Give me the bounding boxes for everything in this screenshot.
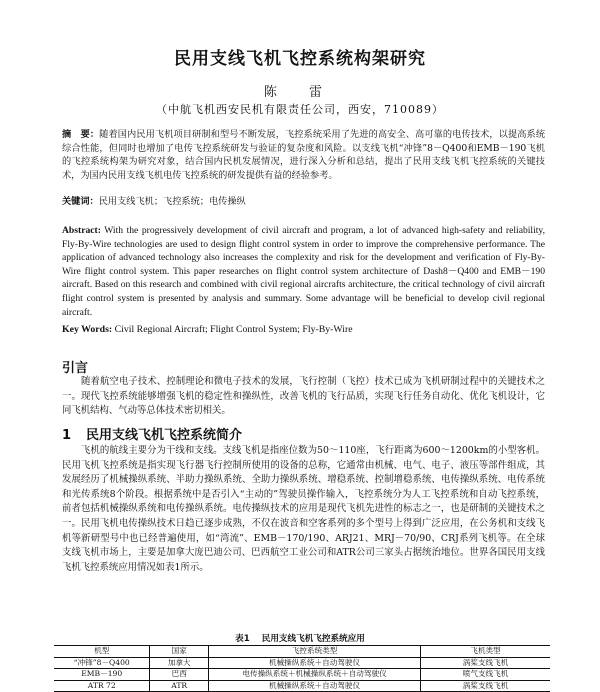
abstract-cn — [62, 128, 545, 182]
table1-caption — [0, 632, 600, 644]
paper-title: 民用支线飞机飞控系统构架研究 — [174, 49, 426, 69]
abstract-en-text: With the progressively development of civil aircraft and program, a lot of advanced high-safety and reliability, Fly-By-Wire technologies are used to design flight control system in order to improve the comprehensive performance. The application of advanced technology also increases the complexity and risk for the development and verification of Fly-By-Wire flight control system. This paper researches on flight control system architecture of Dash8－Q400 and EMB－190 aircraft. Based on this research and combined with civil regional aircrafts architecture, the critical technology of civil aircraft flight control system is presented by analysis and summary. Some advantage will be beneficial to develop civil regional aircraft. — [62, 225, 545, 318]
abstract-cn-label: 摘 要： — [62, 129, 100, 140]
intro-heading: 引言 — [62, 361, 89, 376]
keywords-cn-label: 关键词： — [62, 196, 99, 207]
table1 — [54, 645, 550, 692]
keywords-cn-text: 民用支线飞机；飞控系统；电传操纵 — [98, 196, 246, 207]
table-cell: 涡桨支线飞机 — [421, 657, 550, 669]
section1-number: 1 — [62, 428, 72, 443]
intro-paragraph: 随着航空电子技术、控制理论和微电子技术的发展，飞行控制（飞控）技术已成为飞机研制过程中的关键技术之一。现代飞控系统能够增强飞机的稳定性和操纵性，改善飞机的飞行品质，实现飞行任务自动化、优化飞机设计，它同飞机结构、气动等总体技术密切相关。 — [62, 376, 545, 417]
table-cell: “冲锋”8－Q400 — [73, 657, 130, 667]
keywords-cn — [62, 195, 545, 208]
keywords-en-label: Key Words: — [62, 324, 113, 335]
table1-caption-text: 民用支线飞机飞控系统应用 — [261, 634, 365, 644]
section1-heading — [62, 424, 242, 443]
author-affiliation: （中航飞机西安民机有限责任公司，西安，710089） — [156, 103, 444, 116]
table-cell: 机械操纵系统＋自动驾驶仪 — [209, 657, 421, 669]
author-name: 陈 雷 — [263, 85, 337, 100]
table-header-cell: 飞机类型 — [421, 646, 550, 658]
table-cell: 机械操纵系统＋自动驾驶仪 — [209, 680, 421, 692]
table-row — [54, 680, 550, 692]
table-header-cell: 机型 — [94, 646, 110, 655]
table-cell: 涡桨支线飞机 — [421, 680, 550, 692]
table-row — [54, 657, 550, 669]
table-cell: 巴西 — [150, 669, 209, 681]
keywords-en-text: Civil Regional Aircraft; Flight Control System; Fly-By-Wire — [114, 324, 353, 335]
table-header-cell: 飞控系统类型 — [209, 646, 421, 658]
table1-caption-number: 表1 — [235, 634, 250, 644]
table-header-cell: 国家 — [150, 646, 209, 658]
table-cell: EMB－190 — [81, 669, 123, 679]
abstract-cn-text: 随着国内民用飞机项目研制和型号不断发展，飞控系统采用了先进的高安全、高可靠的电传技术，以提高系统综合性能，但同时也增加了电传飞控系统研发与验证的复杂度和风险。以支线飞机“冲锋”8－Q400和EMB－190飞机的飞控系统构架为研究对象，结合国内民机发展情况，进行深入分析和总结，提出了民用支线飞机飞控系统的关键技术，为国内民用支线飞机电传飞控系统的研发提供有益的经验参考。 — [62, 129, 546, 181]
table-cell: ATR 72 — [87, 680, 116, 690]
section1-title: 民用支线飞机飞控系统简介 — [86, 428, 243, 443]
table-cell: 电传操纵系统＋机械操纵系统＋自动驾驶仪 — [209, 669, 421, 681]
abstract-en — [62, 224, 545, 319]
table-cell: ATR — [150, 680, 209, 692]
table-cell: 加拿大 — [150, 657, 209, 669]
abstract-en-label: Abstract: — [62, 225, 101, 236]
section1-paragraph: 飞机的航线主要分为干线和支线。支线飞机是指座位数为50～110座，飞行距离为600～1200km的小型客机。民用飞机飞控系统是指实现飞行器飞行控制所使用的设备的总称，它通常由机械、电气、电子、液压等部件组成，其发展经历了机械操纵系统、半助力操纵系统、全助力操纵系统、增稳系统、控制增稳系统、电传操纵系统、电传系统和光传系统8个阶段。根据系统中是否引入“主动的”驾驶员操作输入，飞控系统分为人工飞控系统和自动飞控系统，前者包括机械操纵系统和电传操纵系统。电传操纵技术的应用是现代飞机先进性的标志之一，也是研制的关键技术之一。民用飞机电传操纵技术日趋已逐步成熟，不仅在波音和空客系列的多个型号上得到广泛应用，在公务机和支线飞机等新研型号中也已经普遍使用，如“湾流”、EMB－170/190、ARJ21、MRJ－70/90、CRJ系列飞机等。在全球支线飞机市场上，主要是加拿大庞巴迪公司、巴西航空工业公司和ATR公司三家头占据统治地位。世界各国民用支线飞机飞控系统应用情况如表1所示。 — [62, 445, 545, 573]
keywords-en — [62, 323, 545, 336]
table-header-row — [54, 646, 550, 658]
table-cell: 喷气支线飞机 — [421, 669, 550, 681]
